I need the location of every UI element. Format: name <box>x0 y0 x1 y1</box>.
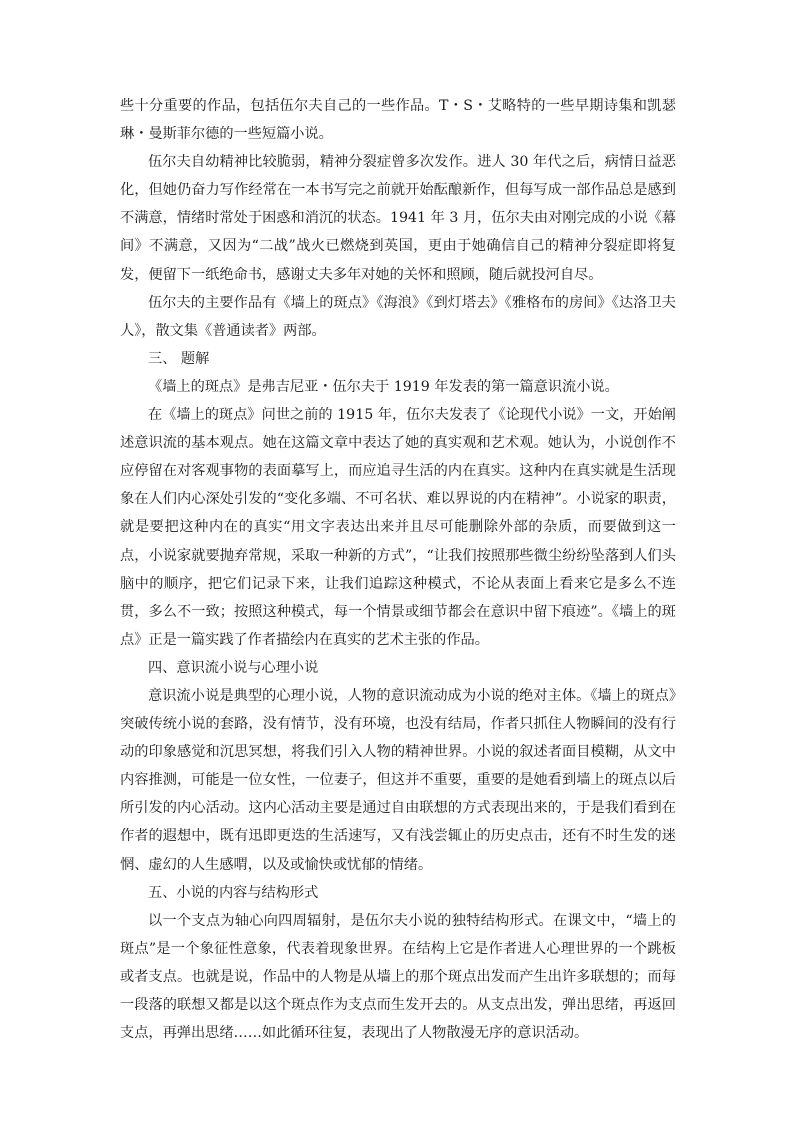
modern-fiction-paragraph: 在《墙上的斑点》问世之前的 1915 年，伍尔夫发表了《论现代小说》一文，开始阐述意识流的基本观点。她在这篇文章中表达了她的真实观和艺术观。她认为，小说创作不应停留在对客观事物的表面摹写上，而应追寻生活的内在真实。这种内在真实就是生活现象在人们内心深处引发的“变化多端、不可名状、难以界说的内在精神”。小说家的职责，就是要把这种内在的真实“用文字表达出来并且尽可能删除外部的杂质，而要做到这一点，小说家就要抛弃常规，采取一种新的方式”，“让我们按照那些微尘纷纷坠落到人们头脑中的顺序，把它们记录下来，让我们追踪这种模式，不论从表面上看来它是多么不连贯，多么不一致；按照这种模式，每一个情景或细节都会在意识中留下痕迹”。《墙上的斑点》正是一篇实践了作者描绘内在真实的艺术主张的作品。 <box>120 407 676 648</box>
title-intro-paragraph: 《墙上的斑点》是弗吉尼亚・伍尔夫于 1919 年发表的第一篇意识流小说。 <box>148 378 619 395</box>
section-heading-stream-of-consciousness: 四、意识流小说与心理小说 <box>148 659 319 676</box>
structure-paragraph: 以一个支点为轴心向四周辐射，是伍尔夫小说的独特结构形式。在课文中，“墙上的斑点”是一个象征性意象，代表着现象世界。在结构上它是作者进人心理世界的一个跳板或者支点。也就是说，作品中的人物是从墙上的那个斑点出发而产生出许多联想的；而每一段落的联想又都是以这个斑点作为支点而生发开去的。从支点出发，弹出思绪，再返回支点，再弹出思绪……如此循环往复，表现出了人物散漫无序的意识活动。 <box>120 912 676 1042</box>
section-heading-title-explanation: 三、 题解 <box>148 350 210 367</box>
document-body <box>120 92 676 1047</box>
major-works-paragraph: 伍尔夫的主要作品有《墙上的斑点》《海浪》《到灯塔去》《雅格布的房间》《达洛卫夫人》，散文集《普通读者》两部。 <box>120 294 676 339</box>
psychological-novel-paragraph: 意识流小说是典型的心理小说，人物的意识流动成为小说的绝对主体。《墙上的斑点》突破传统小说的套路，没有情节，没有环境，也没有结局，作者只抓住人物瞬间的没有行动的印象感觉和沉思冥想，将我们引入人物的精神世界。小说的叙述者面目模糊，从文中内容推测，可能是一位女性，一位妻子，但这并不重要，重要的是她看到墙上的斑点以后所引发的内心活动。这内心活动主要是通过自由联想的方式表现出来的，于是我们看到在作者的遐想中，既有迅即更迭的生活速写，又有浅尝辄止的历史点击，还有不时生发的迷惘、虚幻的人生感喟，以及或愉快或忧郁的情绪。 <box>120 687 676 873</box>
continuation-paragraph: 些十分重要的作品，包括伍尔夫自己的一些作品。T・S・艾略特的一些早期诗集和凯瑟琳・曼斯菲尔德的一些短篇小说。 <box>120 98 676 143</box>
author-biography-paragraph: 伍尔夫自幼精神比较脆弱，精神分裂症曾多次发作。进人 30 年代之后，病情日益恶化，但她仍奋力写作经常在一本书写完之前就开始酝酿新作，但每写成一部作品总是感到不满意，情绪时常处于困惑和消沉的状态。1941 年 3 月，伍尔夫由对刚完成的小说《幕间》不满意，又因为“二战”战火已燃烧到英国，更由于她确信自己的精神分裂症即将复发，便留下一纸绝命书，感谢丈夫多年对她的关怀和照顾，随后就投河自尽。 <box>120 154 676 283</box>
section-heading-content-structure: 五、小说的内容与结构形式 <box>148 884 319 901</box>
